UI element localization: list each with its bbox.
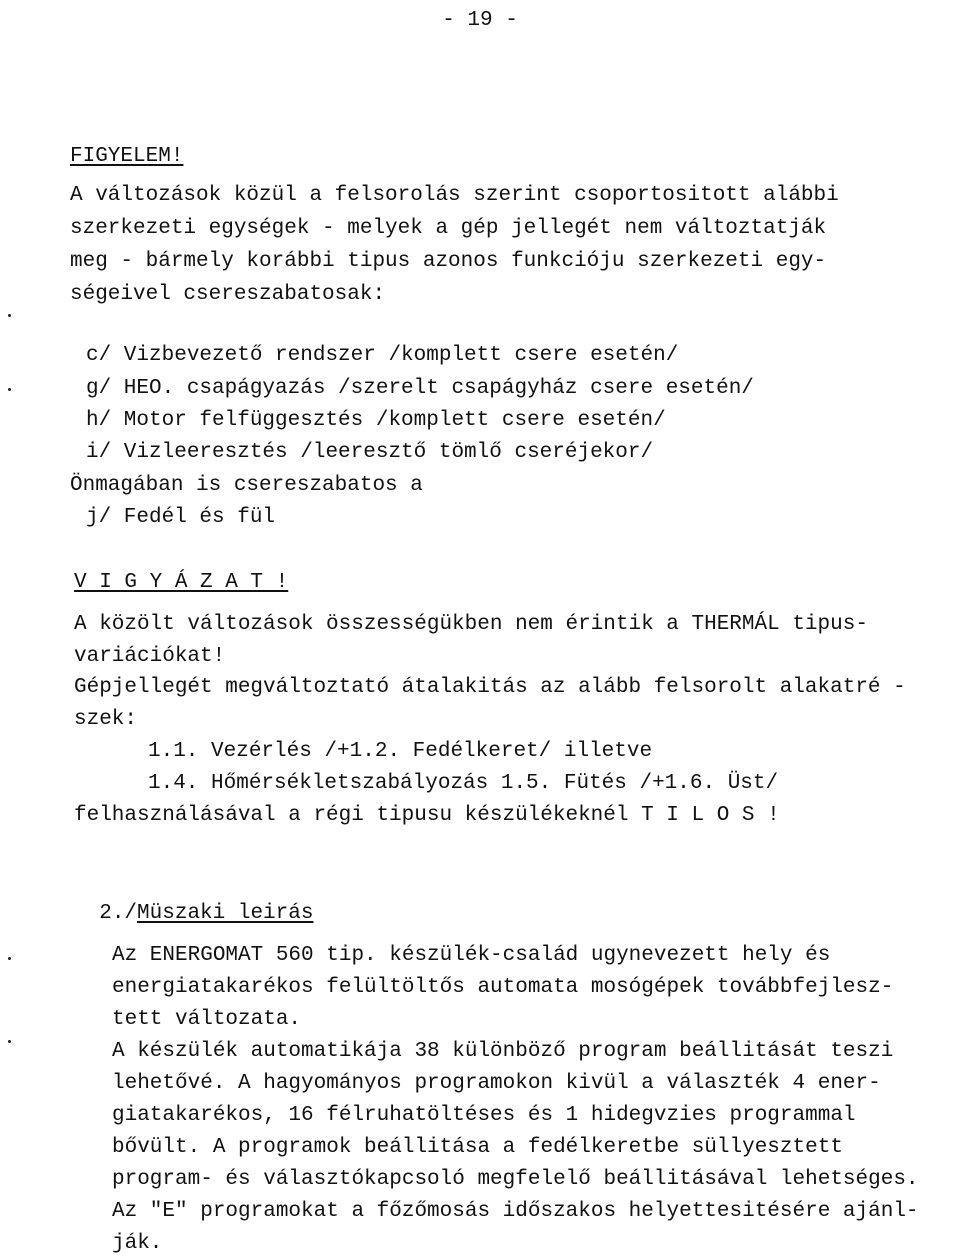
section-paragraph-line: bővült. A programok beállitása a fedélkeretbe süllyesztett [112,1136,843,1159]
margin-mark [8,314,11,317]
margin-mark [8,388,11,391]
caution-line: variációkat! [74,645,226,668]
warning-intro-line: meg - bármely korábbi tipus azonos funkcióju szerkezeti egy- [70,250,827,273]
section-paragraph-line: lehetővé. A hagyományos programokon kivül a választék 4 ener- [112,1072,881,1095]
standalone-item: j/ Fedél és fül [86,506,276,529]
warning-intro-line: A változások közül a felsorolás szerint csoportositott alábbi [70,184,839,207]
warning-item: h/ Motor felfüggesztés /komplett csere esetén/ [86,409,666,432]
standalone-note: Önmagában is csereszabatos a [70,474,423,497]
margin-mark [8,1040,11,1043]
section-paragraph-line: Az ENERGOMAT 560 tip. készülék-család ugynevezett hely és [112,944,831,967]
section-heading [74,882,313,924]
warning-intro-line: szerkezeti egységek - melyek a gép jellegét nem változtatják [70,217,827,240]
section-paragraph-line: A készülék automatikája 38 különböző program beállitását teszi [112,1040,894,1063]
section-paragraph-line: Az "E" programokat a főzőmosás időszakos helyettesitésére ajánl- [112,1200,919,1223]
caution-line: felhasználásával a régi tipusu készülékeknél T I L O S ! [74,804,780,827]
warning-item: g/ HEO. csapágyazás /szerelt csapágyház csere esetén/ [86,377,754,400]
caution-line: A közölt változások összességükben nem érintik a THERMÁL tipus- [74,613,868,636]
caution-line: szek: [74,708,138,731]
page-number: - 19 - [442,9,518,32]
caution-heading: V I G Y Á Z A T ! [74,571,289,594]
caution-line: Gépjellegét megváltoztató átalakitás az alább felsorolt alakatré - [74,676,906,699]
section-paragraph-line: tett változata. [112,1008,302,1031]
section-paragraph-line: ják. [112,1232,163,1255]
warning-item: i/ Vizleeresztés /leeresztő tömlő cseréjekor/ [86,441,654,464]
section-title: Müszaki leirás [137,902,314,925]
warning-intro-line: ségeivel csereszabatosak: [70,283,386,306]
section-number: 2./ [99,902,138,925]
section-paragraph-line: energiatakarékos felültöltős automata mosógépek továbbfejlesz- [112,976,894,999]
caution-line: 1.1. Vezérlés /+1.2. Fedélkeret/ illetve [148,740,653,763]
section-paragraph-line: giatakarékos, 16 félruhatöltéses és 1 hidegvzies programmal [112,1104,856,1127]
section-paragraph-line: program- és választókapcsoló megfelelő beállitásával lehetséges. [112,1168,919,1191]
warning-item: c/ Vizbevezető rendszer /komplett csere esetén/ [86,344,679,367]
caution-line: 1.4. Hőmérsékletszabályozás 1.5. Fütés /+1.6. Üst/ [148,772,779,795]
margin-mark [8,957,11,960]
warning-heading: FIGYELEM! [70,145,184,168]
